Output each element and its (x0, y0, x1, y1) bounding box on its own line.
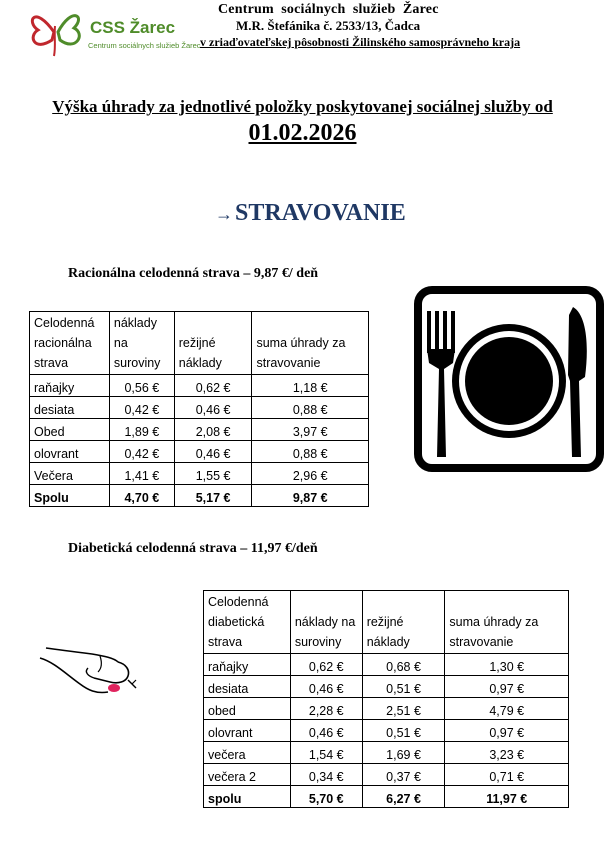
table-row (30, 463, 369, 485)
ingredient-cost: 0,62 € (290, 654, 362, 676)
overhead-cost: 0,46 € (174, 397, 252, 419)
ingredient-cost: 1,41 € (109, 463, 174, 485)
meal-name: Obed (30, 419, 110, 441)
ingredient-cost: 2,28 € (290, 698, 362, 720)
overhead-cost: 2,08 € (174, 419, 252, 441)
grand-total: 9,87 € (252, 485, 369, 507)
total-row (204, 786, 569, 808)
table-row (204, 720, 569, 742)
logo-subtext: Centrum sociálnych služieb Žarec (88, 41, 201, 50)
overhead-cost: 0,68 € (362, 654, 445, 676)
overhead-cost: 0,62 € (174, 375, 252, 397)
total-row (30, 485, 369, 507)
logo-text: CSS Žarec (90, 18, 176, 37)
overhead-cost-total: 6,27 € (362, 786, 445, 808)
ingredient-cost-total: 5,70 € (290, 786, 362, 808)
overhead-cost: 1,55 € (174, 463, 252, 485)
overhead-cost-total: 5,17 € (174, 485, 252, 507)
total-cost: 3,97 € (252, 419, 369, 441)
total-cost: 3,23 € (445, 742, 569, 764)
org-name: Centrum sociálnych služieb Žarec (218, 2, 439, 17)
total-label: Spolu (30, 485, 110, 507)
table-header-row (30, 312, 369, 375)
diabetic-table (203, 590, 569, 808)
meal-name: raňajky (204, 654, 291, 676)
column-header: suma úhrady za stravovanie (252, 312, 369, 375)
diabetic-heading: Diabetická celodenná strava – 11,97 €/deň (68, 541, 318, 556)
meal-name: raňajky (30, 375, 110, 397)
meal-name: desiata (204, 676, 291, 698)
table-row (30, 397, 369, 419)
ingredient-cost: 1,54 € (290, 742, 362, 764)
document-title: Výška úhrady za jednotlivé položky poskytovanej sociálnej služby od (52, 97, 553, 116)
meal-name: olovrant (204, 720, 291, 742)
total-cost: 0,88 € (252, 441, 369, 463)
total-cost: 0,97 € (445, 720, 569, 742)
ingredient-cost: 0,56 € (109, 375, 174, 397)
org-address: M.R. Štefánika č. 2533/13, Čadca (236, 18, 421, 33)
ingredient-cost: 0,46 € (290, 720, 362, 742)
arrow-icon: → (215, 204, 233, 224)
column-header: suma úhrady za stravovanie (445, 591, 569, 654)
meal-name: desiata (30, 397, 110, 419)
section-heading (215, 200, 406, 227)
meal-name: večera 2 (204, 764, 291, 786)
table-row (204, 654, 569, 676)
overhead-cost: 0,46 € (174, 441, 252, 463)
overhead-cost: 0,51 € (362, 720, 445, 742)
total-cost: 1,30 € (445, 654, 569, 676)
meal-name: obed (204, 698, 291, 720)
column-header: náklady na suroviny (109, 312, 174, 375)
total-cost: 1,18 € (252, 375, 369, 397)
table-row (30, 375, 369, 397)
document-date: 01.02.2026 (248, 120, 357, 146)
meal-name: Večera (30, 463, 110, 485)
column-header: náklady na suroviny (290, 591, 362, 654)
ingredient-cost: 0,46 € (290, 676, 362, 698)
ingredient-cost: 0,42 € (109, 397, 174, 419)
table-header-row (204, 591, 569, 654)
org-note: v zriaďovateľskej pôsobnosti Žilinského samosprávneho kraja (200, 35, 521, 49)
total-cost: 0,88 € (252, 397, 369, 419)
section-title: STRAVOVANIE (235, 200, 406, 226)
ingredient-cost-total: 4,70 € (109, 485, 174, 507)
total-cost: 0,97 € (445, 676, 569, 698)
column-header: Celodenná racionálna strava (30, 312, 110, 375)
table-row (30, 419, 369, 441)
overhead-cost: 1,69 € (362, 742, 445, 764)
plate-fork-knife-icon (413, 285, 605, 473)
column-header: režijné náklady (362, 591, 445, 654)
table-row (30, 441, 369, 463)
grand-total: 11,97 € (445, 786, 569, 808)
meal-name: olovrant (30, 441, 110, 463)
column-header: Celodenná diabetická strava (204, 591, 291, 654)
rational-heading: Racionálna celodenná strava – 9,87 €/ deň (68, 266, 319, 281)
ingredient-cost: 0,42 € (109, 441, 174, 463)
table-row (204, 742, 569, 764)
rational-table (29, 311, 369, 507)
total-label: spolu (204, 786, 291, 808)
total-cost: 2,96 € (252, 463, 369, 485)
table-row (204, 676, 569, 698)
total-cost: 4,79 € (445, 698, 569, 720)
overhead-cost: 0,51 € (362, 676, 445, 698)
finger-blood-drop-icon (36, 634, 140, 704)
table-row (204, 698, 569, 720)
overhead-cost: 0,37 € (362, 764, 445, 786)
overhead-cost: 2,51 € (362, 698, 445, 720)
ingredient-cost: 0,34 € (290, 764, 362, 786)
total-cost: 0,71 € (445, 764, 569, 786)
ingredient-cost: 1,89 € (109, 419, 174, 441)
column-header: režijné náklady (174, 312, 252, 375)
meal-name: večera (204, 742, 291, 764)
table-row (204, 764, 569, 786)
